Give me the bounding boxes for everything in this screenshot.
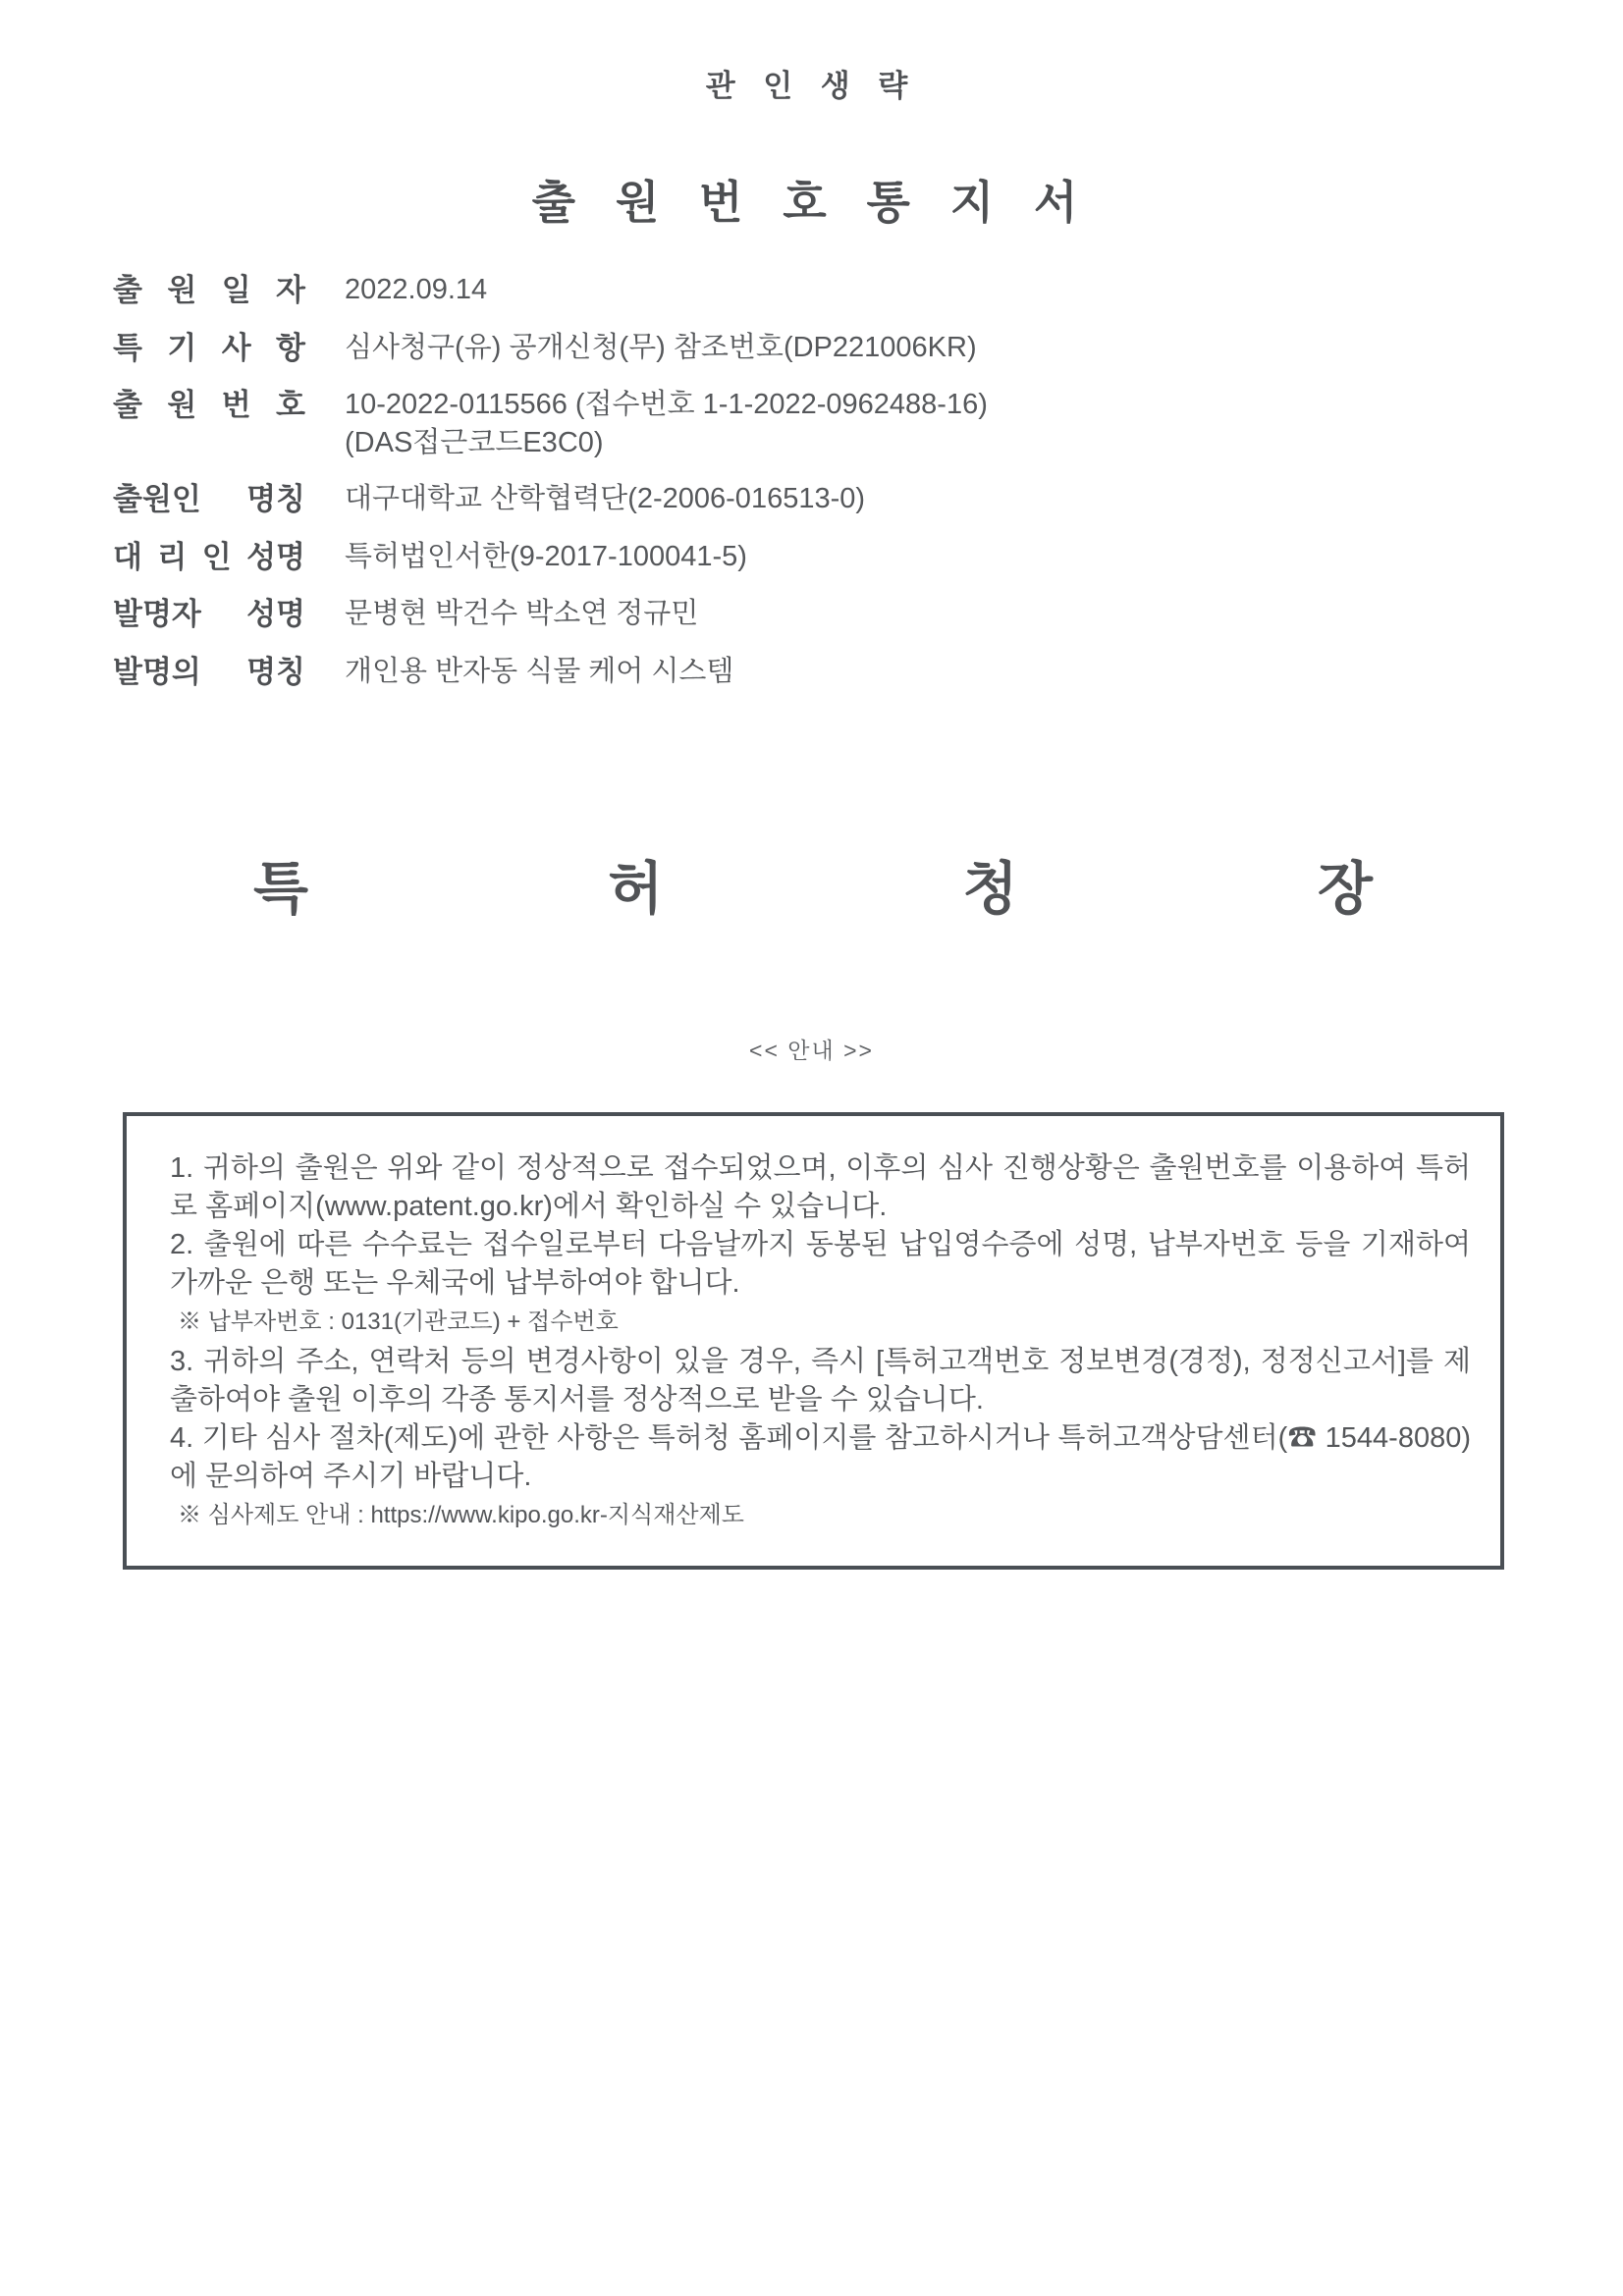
field-value: 개인용 반자동 식물 케어 시스템: [345, 655, 734, 687]
seal-omitted-note: 관 인 생 략: [705, 69, 918, 103]
notice-item-4: 4. 기타 심사 절차(제도)에 관한 사항은 특허청 홈페이지를 참고하시거나 특허고객상담센터(☎ 1544-8080)에 문의하여 주시기 바랍니다.: [170, 1422, 1471, 1492]
application-number-line1: 10-2022-0115566 (접수번호 1-1-2022-0962488-16): [345, 389, 988, 421]
field-value: 문병현 박건수 박소연 정규민: [345, 598, 699, 630]
field-row-applicant-name: [113, 480, 1527, 519]
field-row-agent-name: [113, 538, 1527, 577]
field-label: 출원인 명칭: [113, 481, 305, 516]
field-row-filing-date: [113, 271, 1527, 310]
application-number-line2: (DAS접근코드E3C0): [345, 426, 604, 458]
notice-item-1: 1. 귀하의 출원은 위와 같이 정상적으로 접수되었으며, 이후의 심사 진행상황은 출원번호를 이용하여 특허로 홈페이지(www.patent.go.kr)에서 확인하실 수 있습니다.: [170, 1152, 1471, 1222]
field-row-invention-title: [113, 653, 1527, 692]
field-label: 특 기 사 항: [113, 330, 305, 365]
field-value: 특허법인서한(9-2017-100041-5): [345, 540, 747, 572]
signature-char: 장: [1317, 857, 1373, 921]
notice-subnote-payer-number: ※ 납부자번호 : 0131(기관코드) + 접수번호: [178, 1308, 619, 1335]
field-label: 대 리 인 성명: [113, 539, 305, 574]
signature-char: 청: [962, 857, 1018, 921]
notice-box: [123, 1112, 1504, 1570]
signature-char: 허: [608, 857, 664, 921]
notice-item-2: 2. 출원에 따른 수수료는 접수일로부터 다음날까지 동봉된 납입영수증에 성명, 납부자번호 등을 기재하여 가까운 은행 또는 우체국에 납부하여야 합니다.: [170, 1229, 1471, 1299]
field-value: 2022.09.14: [345, 274, 488, 305]
field-label: 출 원 일 자: [113, 273, 305, 307]
field-row-special-notes: [113, 329, 1527, 368]
field-value: 심사청구(유) 공개신청(무) 참조번호(DP221006KR): [345, 331, 977, 363]
field-row-inventor-names: [113, 595, 1527, 634]
field-row-application-number: [113, 386, 1527, 461]
notice-item-3: 3. 귀하의 주소, 연락처 등의 변경사항이 있을 경우, 즉시 [특허고객번호 정보변경(경정), 정정신고서]를 제출하여야 출원 이후의 각종 통지서를 정상적으로 받을 수 있습니다.: [170, 1346, 1471, 1415]
field-value: 대구대학교 산학협력단(2-2006-016513-0): [345, 482, 866, 514]
signature-char: 특: [253, 857, 309, 921]
notice-subnote-exam-guide-url: ※ 심사제도 안내 : https://www.kipo.go.kr-지식재산제도: [178, 1502, 744, 1528]
page-title: 출 원 번 호 통 지 서: [531, 177, 1092, 228]
field-label: 발명의 명칭: [113, 654, 305, 689]
notice-heading: << 안내 >>: [749, 1038, 874, 1063]
field-table: [113, 271, 1527, 711]
signature-kipo-commissioner: [253, 842, 1373, 925]
field-label: 출 원 번 호: [113, 388, 305, 423]
field-value: [345, 386, 988, 461]
field-label: 발명자 성명: [113, 597, 305, 632]
